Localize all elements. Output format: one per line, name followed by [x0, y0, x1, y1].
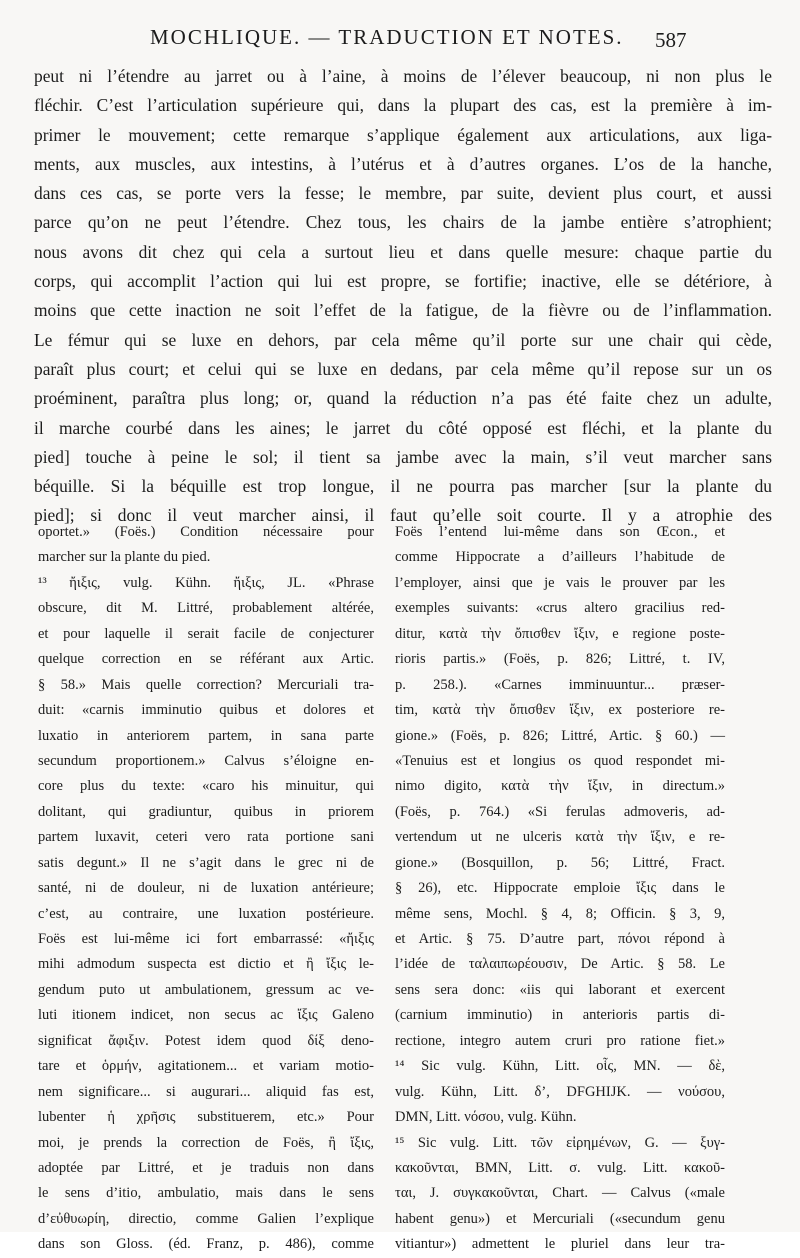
- footnote-line: et pour laquelle il serait facile de conjecturer: [38, 625, 374, 642]
- footnote-line: marcher sur la plante du pied.: [38, 549, 211, 566]
- footnote-line: rioris partis.» (Foës, p. 826; Littré, t. IV,: [395, 651, 725, 668]
- footnote-line: Foës l’entend lui-même dans son Œcon., et: [395, 524, 725, 540]
- main-text-line: ments, aux muscles, aux intestins, à l’utérus et à d’autres organes. L’os de la hanche,: [34, 153, 772, 174]
- footnote-line: partem luxavit, ceteri vero rata portione sani: [38, 829, 374, 846]
- footnotes-left-column: [38, 520, 374, 1258]
- footnote-line: mihi admodum suspecta est dictio et ἢ ἴξις le-: [38, 956, 374, 973]
- footnote-line: core plus du texte: «caro his minuitur, qui: [38, 778, 374, 795]
- footnote-line: ditur, κατὰ τὴν ὄπισθεν ἴξιν, e regione poste-: [395, 625, 725, 642]
- main-text-line: pied]; si donc il veut marcher ainsi, il faut qu’elle soit courte. Il y a atrophie des: [34, 505, 772, 526]
- footnote-line: ται, J. συγκακοῦνται, Chart. — Calvus («male: [395, 1185, 725, 1202]
- main-text-line: il marche courbé dans les aines; le jarret du côté opposé est fléchi, et la plante du: [34, 417, 772, 438]
- footnote-line: κακοῦνται, BMN, Litt. σ. vulg. Litt. κακοῦ-: [395, 1159, 725, 1176]
- footnote-line: oportet.» (Foës.) Condition nécessaire pour: [38, 524, 374, 540]
- footnote-line: ¹³ ἤιξις, vulg. Kühn. ἤιξις, JL. «Phrase: [38, 574, 374, 591]
- footnote-line: tim, κατὰ τὴν ὄπισθεν ἴξιν, ex posteriore re-: [395, 702, 725, 719]
- footnote-line: secundum proportionem.» Calvus s’éloigne en-: [38, 752, 374, 769]
- footnote-line: lubenter ἡ χρῆσις substituerem, etc.» Pour: [38, 1109, 374, 1126]
- main-text-line: béquille. Si la béquille est trop longue, il ne pourra pas marcher [sur la plante du: [34, 476, 772, 497]
- footnote-line: c’est, au contraire, une luxation postérieure.: [38, 905, 374, 922]
- main-text-line: moins que cette inaction ne soit l’effet de la fatigue, de la fièvre ou de l’inflammation.: [34, 300, 772, 321]
- footnote-line: DMN, Litt. νόσου, vulg. Kühn.: [395, 1109, 577, 1126]
- footnote-line: le sens d’itio, ambulatio, mais dans le sens: [38, 1185, 374, 1202]
- footnote-line: (carnium imminutio) in anterioris partis di-: [395, 1007, 725, 1024]
- main-text-line: pied] touche à peine le sol; il tient sa jambe avec la main, s’il veut marcher sans: [34, 446, 772, 467]
- main-text-line: corps, qui accomplit l’action qui lui est propre, se fortifie; inactive, elle se détériore, à: [34, 271, 772, 292]
- main-text: [34, 62, 772, 531]
- footnote-line: l’idée de ταλαιπωρέουσιν, De Artic. § 58. Le: [395, 956, 725, 973]
- main-text-line: proéminent, paraîtra plus long; or, quand la réduction n’a pas été faite chez un adulte,: [34, 388, 772, 409]
- footnote-line: luxatio in anteriorem partem, in sana parte: [38, 727, 374, 744]
- footnote-line: gendum puto ut ambulationem, gressum ac ve-: [38, 981, 374, 998]
- running-title: MOCHLIQUE. — TRADUCTION ET NOTES.: [150, 25, 624, 49]
- footnote-line: vertendum ut ne ulceris κατὰ τὴν ἴξιν, e re-: [395, 829, 725, 846]
- main-text-line: Le fémur qui se luxe en dehors, par cela même qu’il porte sur une chair qui cède,: [34, 329, 772, 350]
- main-text-line: primer le mouvement; cette remarque s’applique également aux articulations, aux liga-: [34, 124, 772, 145]
- footnote-line: moi, je prends la correction de Foës, ἢ ἴξις,: [38, 1134, 374, 1151]
- footnote-line: gione.» (Bosquillon, p. 56; Littré, Fract.: [395, 854, 725, 871]
- footnote-line: rectione, integro autem cruri pro ratione fiet.»: [395, 1032, 725, 1049]
- footnote-line: duit: «carnis imminutio quibus et dolores et: [38, 702, 374, 719]
- footnote-line: vitiantur») admettent le pluriel dans leur tra-: [395, 1236, 725, 1253]
- main-text-line: fléchir. C’est l’articulation supérieure qui, dans la plupart des cas, est la première à im-: [34, 95, 772, 116]
- footnote-line: habent genu») et Mercuriali («secundum genu: [395, 1210, 725, 1227]
- footnote-line: obscure, dit M. Littré, probablement altérée,: [38, 600, 374, 617]
- main-text-line: dans ces cas, se porte vers la fesse; le membre, par suite, devient plus court, et aussi: [34, 183, 772, 204]
- footnote-line: santé, ni de douleur, ni de luxation antérieure;: [38, 880, 374, 897]
- footnote-line: d’εὐθυωρίη, directio, comme Galien l’explique: [38, 1210, 374, 1227]
- footnote-line: dolitant, qui gradiuntur, quibus in priorem: [38, 803, 374, 820]
- footnote-line: même sens, Mochl. § 4, 8; Officin. § 3, 9,: [395, 905, 725, 922]
- footnote-line: vulg. Kühn, Litt. δ’, DFGHIJK. — νούσου,: [395, 1083, 725, 1100]
- footnote-line: luti itionem indicet, non secus ac ἴξις Galeno: [38, 1007, 374, 1024]
- main-text-line: parce qu’on ne peut l’étendre. Chez tous, les chairs de la jambe entière s’atrophient;: [34, 212, 772, 233]
- footnote-line: ¹⁵ Sic vulg. Litt. τῶν εἰρημένων, G. — ξυγ-: [395, 1134, 725, 1151]
- footnote-line: § 26), etc. Hippocrate emploie ἴξις dans le: [395, 880, 725, 897]
- footnote-line: adoptée par Littré, et je traduis non dans: [38, 1159, 374, 1176]
- footnote-line: gione.» (Foës, p. 826; Littré, Artic. § 60.) —: [395, 727, 725, 744]
- footnote-line: Foës est lui-même ici fort embarrassé: «ἤιξις: [38, 931, 374, 947]
- footnote-line: nimo digito, κατὰ τὴν ἴξιν, in directum.»: [395, 778, 725, 795]
- footnote-line: et Artic. § 75. D’autre part, πόνοι répond à: [395, 931, 725, 947]
- main-text-line: paraît plus court; et celui qui se luxe en dedans, par cela même qu’il repose sur un os: [34, 358, 772, 379]
- footnote-line: ¹⁴ Sic vulg. Kühn, Litt. οἷς, MN. — δὲ,: [395, 1058, 725, 1075]
- footnote-line: satis degunt.» Il ne s’agit dans le grec ni de: [38, 854, 374, 871]
- footnote-line: dans son Gloss. (éd. Franz, p. 486), comme: [38, 1236, 374, 1253]
- main-text-line: peut ni l’étendre au jarret ou à l’aine, à moins de l’élever beaucoup, ni non plus le: [34, 66, 772, 86]
- main-text-line: nous avons dit chez qui cela a surtout lieu et dans quelle mesure: chaque partie du: [34, 241, 772, 262]
- footnote-line: tare et ὁρμήν, agitationem... et variam motio-: [38, 1058, 374, 1075]
- page-number: 587: [655, 28, 687, 52]
- footnote-line: exemples suivants: «crus altero gracilius red-: [395, 600, 725, 617]
- footnote-line: nem significare... si augurari... aliquid fas est,: [38, 1083, 374, 1100]
- footnote-line: «Tenuius est et longius os quod respondet mi-: [395, 752, 725, 769]
- footnote-line: sens sera donc: «iis qui laborant et exercent: [395, 981, 725, 998]
- footnote-line: p. 258.). «Carnes imminuuntur... præser-: [395, 676, 725, 693]
- footnote-line: significat ἄφιξιν. Potest idem quod δίξ deno-: [38, 1032, 374, 1049]
- footnote-line: § 58.» Mais quelle correction? Mercuriali tra-: [38, 676, 374, 693]
- footnote-line: comme Hippocrate a d’ailleurs l’habitude de: [395, 549, 725, 566]
- footnote-line: (Foës, p. 764.) «Si ferulas admoveris, ad-: [395, 803, 725, 820]
- footnotes-right-column: [395, 520, 725, 1258]
- footnote-line: quelque correction en se référant aux Artic.: [38, 651, 374, 668]
- footnote-line: l’employer, ainsi que je vais le prouver par les: [395, 574, 725, 591]
